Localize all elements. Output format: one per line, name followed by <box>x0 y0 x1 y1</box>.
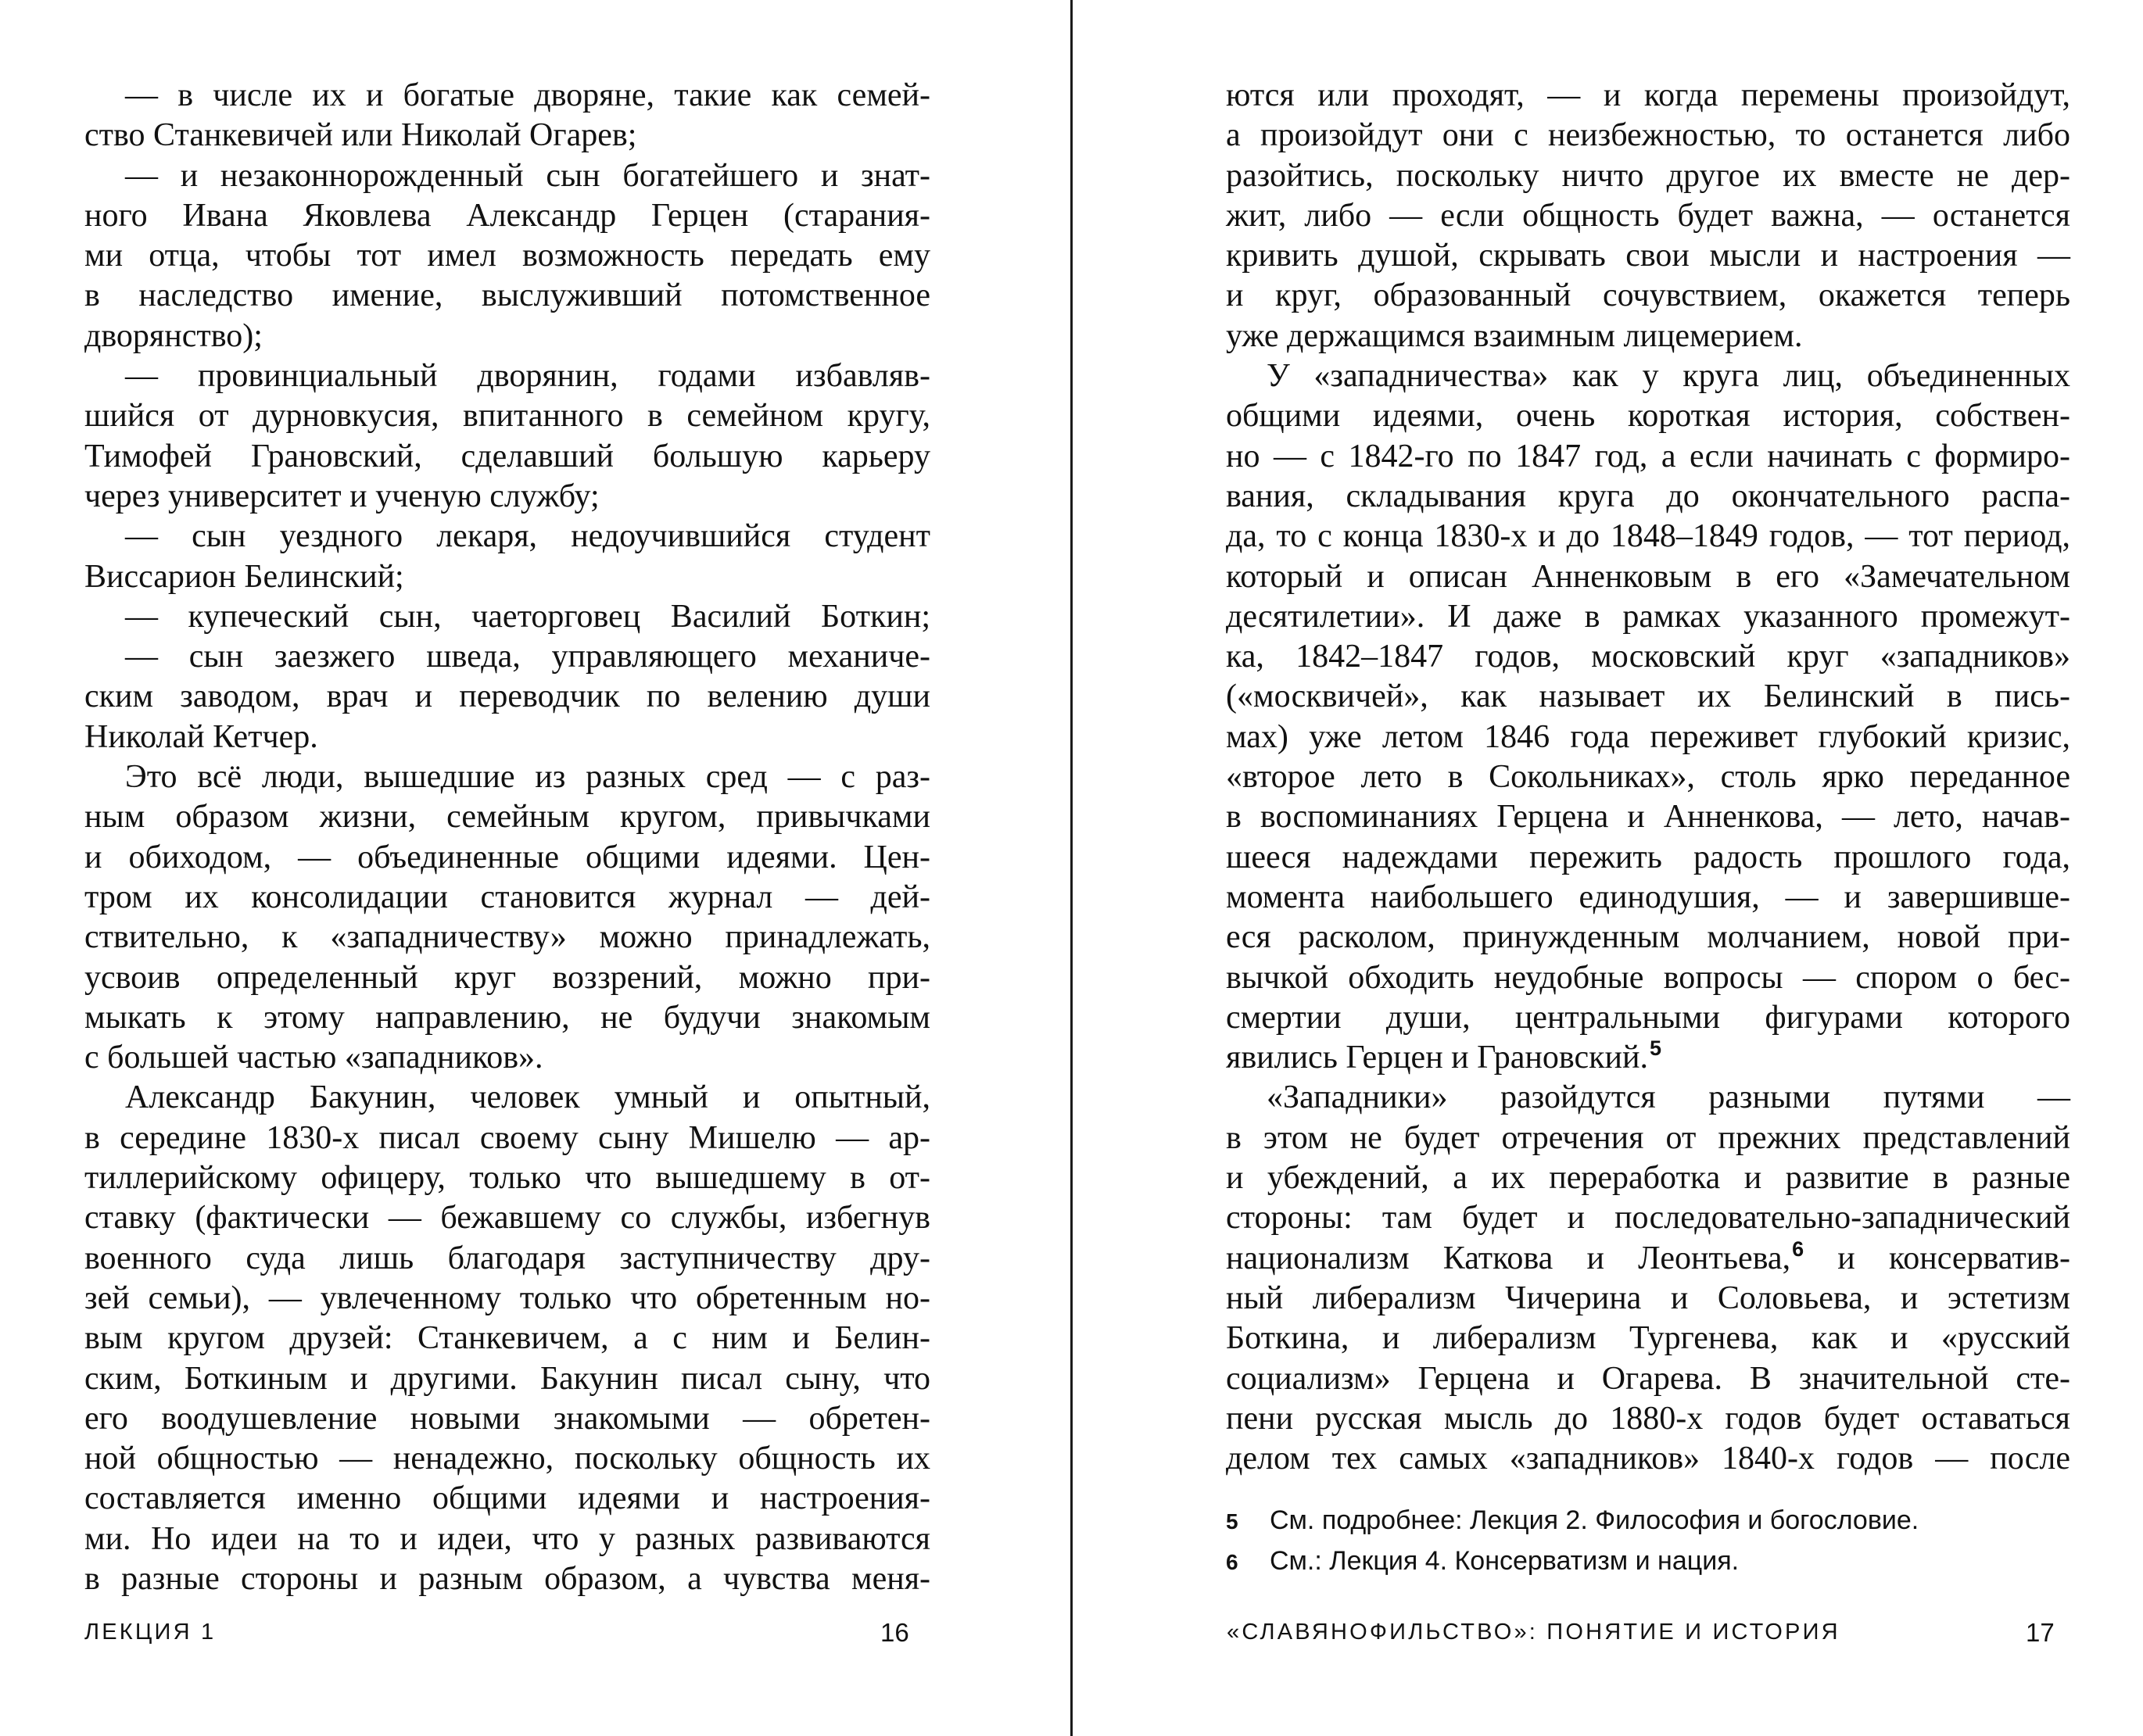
text-line: — купеческий сын, чаеторговец Василий Боткин; <box>125 598 930 635</box>
text-line: «второе лето в Сокольниках», столь ярко переданное <box>1226 759 2070 796</box>
text-line: момента наибольшего единодушия, — и завершивше- <box>1226 879 2070 915</box>
text-line: ство Станкевичей или Николай Огарев; <box>84 117 637 154</box>
text-line: ются или проходят, — и когда перемены произойдут, <box>1226 77 2070 113</box>
footnote-number: 6 <box>1226 1550 1238 1574</box>
text-line: мыкать к этому направлению, не будучи знакомым <box>84 999 930 1036</box>
text-line: шийся от дурновкусия, впитанного в семейном кругу, <box>84 398 930 435</box>
text-line: усвоив определенный круг воззрений, можно при- <box>84 959 930 996</box>
text-line: вания, складывания круга до окончательного распа- <box>1226 478 2070 514</box>
text-line <box>1226 1239 2070 1279</box>
text-line: ка, 1842–1847 годов, московский круг «западников» <box>1226 639 2070 675</box>
text-line: тиллерийскому офицеру, только что вышедшему в от- <box>84 1160 930 1197</box>
text-line: пени русская мысль до 1880-х годов будет оставаться <box>1226 1400 2070 1437</box>
text-line: мах) уже летом 1846 года переживет глубокий кризис, <box>1226 718 2070 755</box>
text-line: — и незаконнорожденный сын богатейшего и знат- <box>125 157 930 194</box>
footnote-5 <box>1226 1501 2086 1541</box>
text-line: Николай Кетчер. <box>84 718 318 755</box>
text-line: Александр Бакунин, человек умный и опытный, <box>125 1079 930 1116</box>
text-line-content: явились Герцен и Грановский. <box>1226 1040 1648 1076</box>
text-line: — сын уездного лекаря, недоучившийся студент <box>125 518 930 555</box>
text-line: Виссарион Белинский; <box>84 558 404 595</box>
text-line: в наследство имение, выслуживший потомственное <box>84 277 930 314</box>
left-page <box>0 0 1070 1736</box>
text-line: делом тех самых «западников» 1840-х годов — после <box>1226 1441 2070 1477</box>
left-running-head: ЛЕКЦИЯ 1 <box>84 1620 217 1645</box>
footnote-marker-5[interactable]: 5 <box>1650 1036 1662 1061</box>
right-page-body <box>1226 76 2070 1479</box>
footnote-marker-6[interactable]: 6 <box>1792 1237 1804 1261</box>
text-line: — провинциальный дворянин, годами избавляв- <box>125 358 930 395</box>
text-line: стороны: там будет и последовательно-западнический <box>1226 1200 2070 1237</box>
text-line: десятилетии». И даже в рамках указанного промежут- <box>1226 598 2070 635</box>
text-line: в воспоминаниях Герцена и Анненкова, — лето, начав- <box>1226 799 2070 836</box>
text-line: смертии души, центральными фигурами которого <box>1226 999 2070 1036</box>
text-line: в этом не будет отречения от прежних представлений <box>1226 1119 2070 1156</box>
text-line: ми. Но идеи на то и идеи, что у разных развиваются <box>84 1520 930 1557</box>
text-line-content: национализм Каткова и Леонтьева, <box>1226 1240 1791 1276</box>
footnote-number: 5 <box>1226 1509 1238 1534</box>
text-line: в разные стороны и разным образом, а чувства меня- <box>84 1560 930 1597</box>
text-line: ми отца, чтобы тот имел возможность передать ему <box>84 238 930 274</box>
text-line: который и описан Анненковым в его «Замечательном <box>1226 558 2070 595</box>
text-line: кривить душой, скрывать свои мысли и настроения — <box>1226 238 2070 274</box>
text-line: Боткина, и либерализм Тургенева, как и «русский <box>1226 1320 2070 1357</box>
text-line: ного Ивана Яковлева Александр Герцен (старания- <box>84 197 930 234</box>
text-line: с большей частью «западников». <box>84 1040 543 1076</box>
text-line: да, то с конца 1830-х и до 1848–1849 годов, — тот период, <box>1226 518 2070 555</box>
text-line: его воодушевление новыми знакомыми — обретен- <box>84 1400 930 1437</box>
footnote-text: См.: Лекция 4. Консерватизм и нация. <box>1270 1546 1740 1576</box>
text-line: шееся надеждами пережить радость прошлого года, <box>1226 839 2070 875</box>
right-page-number: 17 <box>2026 1618 2055 1647</box>
text-line: дворянство); <box>84 317 263 354</box>
text-line: в середине 1830-х писал своему сыну Мишелю — ар- <box>84 1119 930 1156</box>
text-line: Это всё люди, вышедшие из разных сред — с раз- <box>125 759 930 796</box>
text-line: социализм» Герцена и Огарева. В значительной сте- <box>1226 1360 2070 1397</box>
text-line-content: и консерватив- <box>1804 1240 2070 1276</box>
text-line: — в числе их и богатые дворяне, такие как семей- <box>125 77 930 113</box>
text-line: ный либерализм Чичерина и Соловьева, и эстетизм <box>1226 1280 2070 1316</box>
footnote-6 <box>1226 1541 2086 1582</box>
right-running-head: «СЛАВЯНОФИЛЬСТВО»: ПОНЯТИЕ И ИСТОРИЯ <box>1227 1620 1840 1645</box>
text-line: а произойдут они с неизбежностью, то останется либо <box>1226 117 2070 154</box>
text-line: и круг, образованный сочувствием, окажется теперь <box>1226 277 2070 314</box>
left-page-body <box>84 76 930 1599</box>
text-line: еся расколом, принужденным молчанием, новой при- <box>1226 919 2070 956</box>
text-line: — сын заезжего шведа, управляющего механиче- <box>125 639 930 675</box>
footnotes <box>1226 1501 2086 1582</box>
footnote-text: См. подробнее: Лекция 2. Философия и богословие. <box>1270 1505 1919 1535</box>
left-page-number: 16 <box>880 1618 909 1647</box>
text-line: зей семьи), — увлеченному только что обретенным но- <box>84 1280 930 1316</box>
text-line: разойтись, поскольку ничто другое их вместе не дер- <box>1226 157 2070 194</box>
text-line: ствительно, к «западничеству» можно принадлежать, <box>84 919 930 956</box>
text-line <box>1226 1038 2070 1078</box>
right-page <box>1073 0 2143 1736</box>
text-line: («москвичей», как называет их Белинский в пись- <box>1226 678 2070 715</box>
text-line: У «западничества» как у круга лиц, объединенных <box>1267 358 2070 395</box>
text-line: военного суда лишь благодаря заступничеству дру- <box>84 1240 930 1276</box>
text-line: «Западники» разойдутся разными путями — <box>1267 1079 2070 1116</box>
text-line: через университет и ученую службу; <box>84 478 600 514</box>
text-line: и обиходом, — объединенные общими идеями. Цен- <box>84 839 930 875</box>
text-line: общими идеями, очень короткая история, собствен- <box>1226 398 2070 435</box>
text-line: ставку (фактически — бежавшему со службы, избегнув <box>84 1200 930 1237</box>
text-line: вым кругом друзей: Станкевичем, а с ним и Белин- <box>84 1320 930 1357</box>
text-line: ной общностью — ненадежно, поскольку общность их <box>84 1441 930 1477</box>
text-line: ским, Боткиным и другими. Бакунин писал сыну, что <box>84 1360 930 1397</box>
text-line: составляется именно общими идеями и настроения- <box>84 1480 930 1517</box>
text-line: жит, либо — если общность будет важна, — останется <box>1226 197 2070 234</box>
text-line: ным образом жизни, семейным кругом, привычками <box>84 799 930 836</box>
text-line: тром их консолидации становится журнал — дей- <box>84 879 930 915</box>
text-line: но — с 1842-го по 1847 год, а если начинать с формиро- <box>1226 438 2070 474</box>
text-line: вычкой обходить неудобные вопросы — спором о бес- <box>1226 959 2070 996</box>
text-line: Тимофей Грановский, сделавший большую карьеру <box>84 438 930 474</box>
text-line: и убеждений, а их переработка и развитие в разные <box>1226 1160 2070 1197</box>
text-line: уже держащимся взаимным лицемерием. <box>1226 317 1803 354</box>
text-line: ским заводом, врач и переводчик по велению души <box>84 678 930 715</box>
